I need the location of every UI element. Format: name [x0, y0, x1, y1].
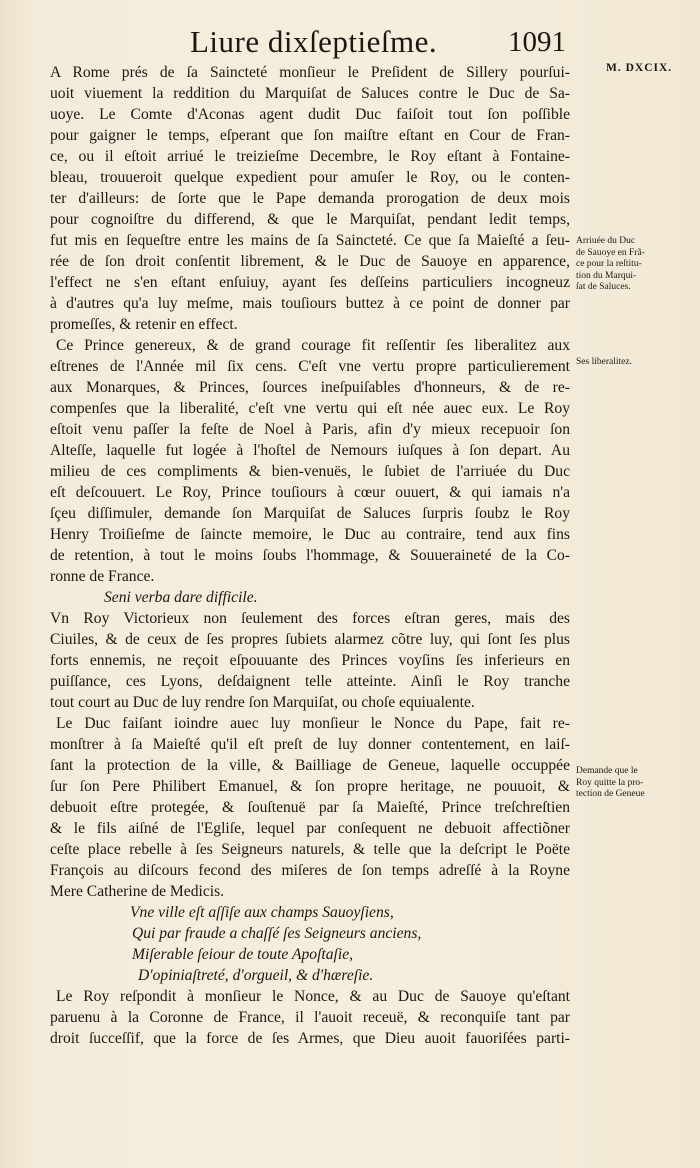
- margin-note-line: tection de Geneue: [576, 789, 645, 799]
- text-line: Ce Prince genereux, & de grand courage fit reſſentir ſes liberalitez aux: [56, 337, 570, 354]
- latin-quote: Seni verba dare difficile.: [104, 589, 258, 606]
- text-line: ceſte place rebelle à ſes Seigneurs naturels, & telle que la deſcript le Poëte: [50, 841, 570, 858]
- text-line: promeſſes, & retenir en effect.: [50, 316, 238, 333]
- text-line: Le Roy reſpondit à monſieur le Nonce, & au Duc de Sauoye qu'eſtant: [56, 988, 570, 1005]
- text-line: pour gaigner le temps, eſperant que ſon maiſtre eſtant en Cour de Fran-: [50, 127, 570, 144]
- text-line: compenſes que la liberalité, c'eſt vne vertu qui eſt née auec eux. Le Roy: [50, 400, 570, 417]
- text-line: ſant la protection de la ville, & Bailliage de Geneue, laquelle occuppée: [50, 757, 570, 774]
- text-line: puiſſance, ces Lyons, deſdaignent telle atteinte. Ainſi le Roy tranche: [50, 673, 570, 690]
- margin-note-line: Demande que le: [576, 766, 638, 776]
- text-line: eſtoit venu paſſer la feſte de Noel à Paris, afin d'y mieux recepuoir ſon: [50, 421, 570, 438]
- verse-line: Vne ville eſt aſſiſe aux champs Sauoyſiens,: [130, 904, 394, 921]
- text-line: milieu de ces compliments & bien-venuës, le ſubiet de l'arriuée du Duc: [50, 463, 570, 480]
- margin-note-line: tion du Marqui-: [576, 270, 637, 281]
- text-line: François au diſcours fecond des miſeres de ſon temps adreſſé à la Royne: [50, 862, 570, 879]
- text-line: & le fils aiſné de l'Egliſe, lequel par conſequent ne debuoit affectiõner: [50, 820, 570, 837]
- text-line: rée de ſon droit conſentit librement, & le Duc de Sauoye en apparence,: [50, 253, 570, 270]
- margin-note-geneva: [576, 766, 694, 801]
- text-line: Vn Roy Victorieux non ſeulement des forces eſtran geres, mais des: [50, 610, 570, 627]
- text-line: uoit viuement la reddition du Marquiſat de Saluces contre le Duc de Sa-: [50, 85, 570, 102]
- running-head: Liure dixſeptieſme.: [190, 24, 438, 59]
- text-line: A Rome prés de ſa Saincteté monſieur le Preſident de Sillery pourſui-: [50, 64, 570, 81]
- margin-note-line: ſat de Saluces.: [576, 282, 631, 292]
- verse-block: [50, 902, 570, 986]
- text-line: Alteſſe, laquelle fut logée à l'hoſtel de Nemours iuſques à ſon depart. Au: [50, 442, 570, 459]
- text-line: tout court au Duc de luy rendre ſon Marquiſat, ou choſe equiualente.: [50, 694, 475, 711]
- text-line: paruenu à la Coronne de France, il l'auoit receuë, & reconquiſe tant par: [50, 1009, 570, 1026]
- text-line: ſur ſon Pere Philibert Emanuel, & ſon propre heritage, ne pouuoit, &: [50, 778, 570, 795]
- text-line: pour cognoiſtre du differend, & que le Marquiſat, pendant ledit temps,: [50, 211, 570, 228]
- text-line: aux Monarques, & Princes, ſources ineſpuiſables d'honneurs, & de re-: [50, 379, 570, 396]
- text-line: Le Duc faiſant ioindre auec luy monſieur le Nonce du Pape, fait re-: [56, 715, 570, 732]
- text-line: uoye. Le Comte d'Aconas agent dudit Duc faiſoit tout ſon poſſible: [50, 106, 570, 123]
- text-line: ter d'ailleurs: de ſorte que le Pape demanda prorogation de deux mois: [50, 190, 570, 207]
- year-marker: M. DXCIX.: [606, 62, 673, 74]
- text-line: ronne de France.: [50, 568, 155, 585]
- text-line: Henry Troiſieſme de ſaincte memoire, le Duc au contraire, tend aux fins: [50, 526, 570, 543]
- text-line: l'effect ne s'en eſtant enſuiuy, ayant ſes deſſeins particuliers incogneuz: [50, 274, 570, 291]
- text-line: de retention, à tout le moins ſoubs l'hommage, & Souueraineté de la Co-: [50, 547, 570, 564]
- verse-line: Qui par fraude a chaſſé ſes Seigneurs anciens,: [132, 925, 422, 942]
- margin-note-line: Ses liberalitez.: [576, 357, 632, 367]
- margin-note-line: Arriuée du Duc: [576, 236, 636, 246]
- text-line: bleau, trouueroit quelque expedient pour amuſer le Roy, ou le conten-: [50, 169, 570, 186]
- text-line: eſtrenes de l'Année mil ſix cens. C'eſt vne vertu propre particulierement: [50, 358, 570, 375]
- text-line: ſçeu diſſimuler, demande ſon Marquiſat de Saluces ſurpris ſoubz le Roy: [50, 505, 570, 522]
- page-number: 1091: [508, 26, 566, 58]
- main-text-column: [50, 62, 570, 1049]
- text-line: debuoit eſtre protegée, & ſouſtenuë par ſa Maieſté, Prince treſchreſtien: [50, 799, 570, 816]
- margin-note-liberalities: [576, 357, 694, 369]
- verse-line: D'opiniaſtreté, d'orgueil, & d'hæreſie.: [138, 967, 374, 984]
- text-line: eſt deſcouuert. Le Roy, Prince touſiours à cœur ouuert, & qui iamais n'a: [50, 484, 570, 501]
- margin-note-line: de Sauoye en Frã-: [576, 247, 645, 258]
- text-line: monſtrer à ſa Maieſté qu'il eſt preſt de luy donner contentement, en laiſ-: [50, 736, 570, 753]
- margin-note-line: ce pour la reſtitu-: [576, 259, 642, 269]
- verse-line: Miſerable ſeiour de toute Apoſtaſie,: [132, 946, 354, 963]
- margin-note-arrival: [576, 236, 694, 294]
- text-line: droit ſucceſſif, que la force de ſes Armes, que Dieu auoit fauoriſées parti-: [50, 1030, 570, 1047]
- text-line: Ciuiles, & de ceux de ſes propres ſubiets alarmez cõtre luy, qui ſont ſes plus: [50, 631, 570, 648]
- text-line: ce, ou il eſtoit arriué le treizieſme Decembre, le Roy eſtant à Fontaine-: [50, 148, 570, 165]
- text-line: forts ennemis, ne reçoit eſpouuante des Princes voyſins ſes inferieurs en: [50, 652, 570, 669]
- text-line: fut mis en ſequeſtre entre les mains de ſa Saincteté. Ce que ſa Maieſté a ſeu-: [50, 232, 570, 249]
- margin-note-line: Roy quitte la pro-: [576, 777, 644, 788]
- text-line: à d'autres qu'a luy meſme, mais touſiours buttez à ce point de donner par: [50, 295, 570, 312]
- text-line: Mere Catherine de Medicis.: [50, 883, 225, 900]
